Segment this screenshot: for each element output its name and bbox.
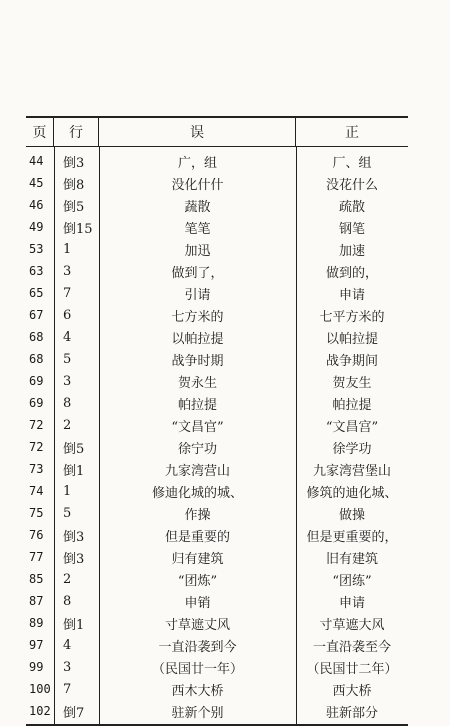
- table-row: [26, 414, 408, 436]
- table-row: [26, 238, 408, 260]
- cell-wrong: 加迅: [184, 243, 211, 259]
- cell-page: 72: [29, 440, 44, 454]
- cell-page: 75: [29, 506, 44, 520]
- cell-line: 8: [63, 395, 72, 411]
- cell-line: 倒8: [63, 177, 85, 193]
- cell-correct: 寸草遮大风: [319, 617, 385, 633]
- cell-page: 53: [29, 242, 44, 256]
- table-row: [26, 392, 408, 414]
- cell-page: 68: [29, 352, 44, 366]
- cell-wrong: 西木大桥: [171, 683, 224, 699]
- table-row: [26, 370, 408, 392]
- table-row: [26, 260, 408, 282]
- cell-page: 72: [29, 418, 44, 432]
- header-correct: 正: [345, 125, 359, 141]
- cell-wrong: 修迪化城的城、: [151, 485, 243, 501]
- cell-line: 6: [63, 307, 72, 323]
- table-row: [26, 282, 408, 304]
- cell-wrong: 七方米的: [171, 309, 224, 325]
- cell-page: 85: [29, 572, 44, 586]
- cell-page: 67: [29, 308, 44, 322]
- cell-correct: 徐学功: [332, 441, 372, 457]
- cell-correct: 做到的，: [325, 265, 378, 281]
- cell-correct: 没花什么: [325, 177, 378, 193]
- cell-correct: 做操: [338, 507, 365, 523]
- cell-wrong: 引请: [184, 287, 211, 303]
- cell-correct: 厂、组: [332, 155, 372, 171]
- cell-line: 倒5: [63, 199, 85, 215]
- header-page: 页: [26, 118, 54, 146]
- cell-wrong: “文昌官”: [171, 419, 224, 435]
- cell-correct: 旧有建筑: [325, 551, 378, 567]
- cell-page: 76: [29, 528, 44, 542]
- cell-correct: 疏散: [338, 199, 365, 215]
- header-wrong: 误: [99, 118, 296, 146]
- cell-wrong: 申销: [184, 595, 211, 611]
- cell-line: 倒3: [63, 551, 85, 567]
- cell-page: 73: [29, 462, 44, 476]
- table-row: [26, 150, 408, 172]
- cell-correct: 申请: [338, 287, 365, 303]
- cell-wrong: 一直沿袭到今: [158, 639, 237, 655]
- cell-line: 3: [63, 263, 72, 279]
- column-divider: [99, 147, 100, 724]
- cell-page: 49: [29, 220, 44, 234]
- table-row: [26, 656, 408, 678]
- table-row: [26, 634, 408, 656]
- cell-wrong: 九家湾营山: [164, 463, 230, 479]
- cell-wrong: “团炼”: [177, 573, 218, 589]
- cell-line: 2: [63, 417, 72, 433]
- cell-page: 44: [29, 154, 44, 168]
- cell-page: 102: [29, 704, 51, 718]
- cell-line: 倒3: [63, 529, 85, 545]
- cell-line: 8: [63, 593, 72, 609]
- cell-line: 5: [63, 351, 72, 367]
- cell-correct: 驻新部分: [325, 705, 378, 721]
- cell-correct: 申请: [338, 595, 365, 611]
- cell-page: 99: [29, 660, 44, 674]
- cell-wrong: 徐宁功: [177, 441, 217, 457]
- cell-page: 97: [29, 638, 44, 652]
- cell-line: 3: [63, 373, 72, 389]
- column-divider: [296, 147, 297, 724]
- table-row: [26, 304, 408, 326]
- table-row: [26, 612, 408, 634]
- cell-line: 3: [63, 659, 72, 675]
- column-divider: [54, 147, 55, 724]
- table-body: [26, 147, 408, 724]
- cell-line: 倒7: [63, 705, 85, 721]
- table-row: [26, 568, 408, 590]
- cell-wrong: 以帕拉提: [171, 331, 224, 347]
- cell-page: 68: [29, 330, 44, 344]
- cell-wrong: 做到了，: [171, 265, 224, 281]
- cell-page: 45: [29, 176, 44, 190]
- cell-wrong: 驻新个别: [171, 705, 224, 721]
- cell-correct: 加速: [338, 243, 365, 259]
- cell-correct: 修筑的迪化城、: [306, 485, 398, 501]
- cell-page: 100: [29, 682, 51, 696]
- cell-page: 65: [29, 286, 44, 300]
- cell-wrong: 作操: [184, 507, 211, 523]
- cell-wrong: 没化什什: [171, 177, 224, 193]
- cell-line: 倒15: [63, 221, 93, 237]
- cell-correct: 一直沿袭至今: [312, 639, 391, 655]
- cell-line: 4: [63, 329, 72, 345]
- cell-line: 7: [63, 285, 72, 301]
- cell-line: 7: [63, 681, 72, 697]
- cell-correct: 以帕拉提: [325, 331, 378, 347]
- table-row: [26, 326, 408, 348]
- cell-page: 77: [29, 550, 44, 564]
- cell-line: 1: [63, 241, 72, 257]
- cell-wrong: 帕拉提: [177, 397, 217, 413]
- cell-page: 74: [29, 484, 44, 498]
- table-row: [26, 194, 408, 216]
- table-row: [26, 546, 408, 568]
- table-row: [26, 590, 408, 612]
- cell-correct: 战争期间: [325, 353, 378, 369]
- table-row: [26, 700, 408, 722]
- cell-wrong: 寸草遮丈风: [164, 617, 230, 633]
- cell-correct: 西大桥: [332, 683, 372, 699]
- table-row: [26, 524, 408, 546]
- cell-wrong: 蔬散: [184, 199, 211, 215]
- cell-wrong: （民国廿一年）: [151, 661, 243, 677]
- cell-line: 4: [63, 637, 72, 653]
- table-row: [26, 216, 408, 238]
- cell-line: 倒1: [63, 463, 85, 479]
- errata-table: [26, 116, 408, 726]
- cell-page: 87: [29, 594, 44, 608]
- cell-wrong: 笔笔: [184, 221, 211, 237]
- table-row: [26, 348, 408, 370]
- cell-page: 89: [29, 616, 44, 630]
- cell-page: 69: [29, 374, 44, 388]
- cell-correct: “团练”: [332, 573, 372, 589]
- cell-line: 倒5: [63, 441, 85, 457]
- cell-correct: 帕拉提: [332, 397, 372, 413]
- cell-page: 69: [29, 396, 44, 410]
- cell-line: 1: [63, 483, 72, 499]
- cell-correct: 七平方米的: [319, 309, 385, 325]
- table-row: [26, 458, 408, 480]
- cell-correct: 九家湾营堡山: [312, 463, 391, 479]
- header-row: [26, 118, 408, 147]
- cell-page: 63: [29, 264, 44, 278]
- cell-wrong: 但是重要的: [164, 529, 230, 545]
- cell-correct: 钢笔: [338, 221, 365, 237]
- cell-wrong: 归有建筑: [171, 551, 224, 567]
- cell-page: 46: [29, 198, 44, 212]
- cell-wrong: 贺永生: [177, 375, 217, 391]
- cell-correct: （民国廿二年）: [306, 661, 398, 677]
- table-row: [26, 678, 408, 700]
- cell-correct: 贺友生: [332, 375, 372, 391]
- table-row: [26, 480, 408, 502]
- cell-wrong: 战争时期: [171, 353, 224, 369]
- cell-correct: 但是更重要的，: [306, 529, 398, 545]
- cell-line: 倒3: [63, 155, 85, 171]
- table-row: [26, 172, 408, 194]
- cell-correct: “文昌宫”: [325, 419, 379, 435]
- header-line: 行: [54, 118, 99, 146]
- cell-line: 2: [63, 571, 72, 587]
- table-row: [26, 502, 408, 524]
- cell-wrong: 广，组: [177, 155, 217, 171]
- table-row: [26, 436, 408, 458]
- cell-line: 5: [63, 505, 72, 521]
- cell-line: 倒1: [63, 617, 85, 633]
